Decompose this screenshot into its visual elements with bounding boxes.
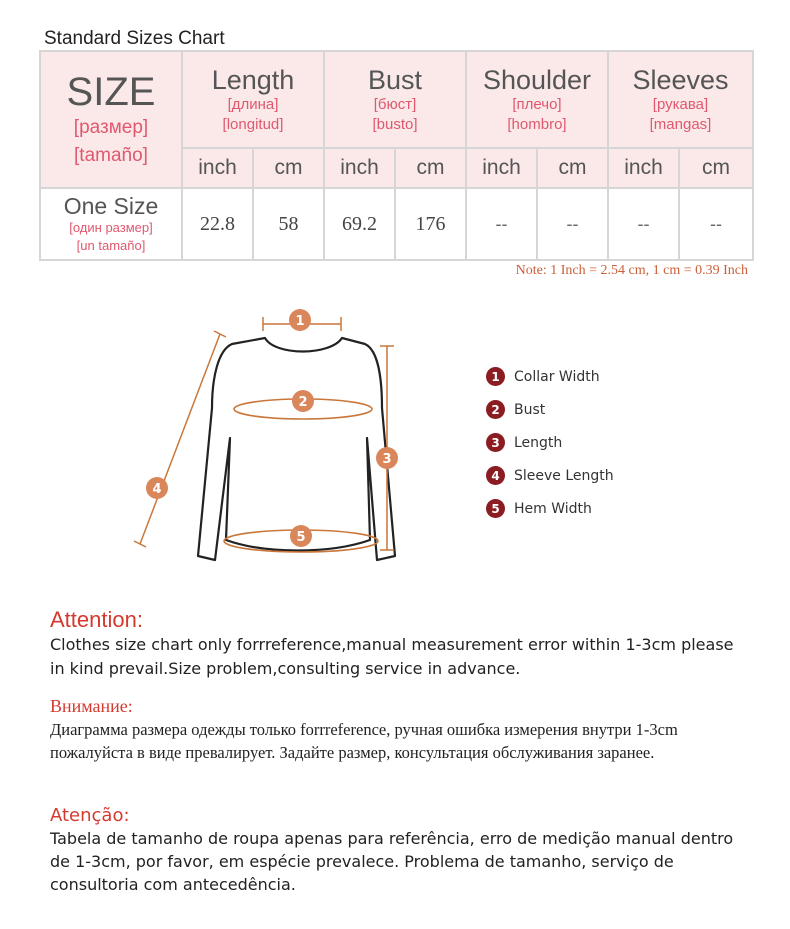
row-label-one-size bbox=[40, 188, 182, 260]
chart-title: Standard Sizes Chart bbox=[44, 28, 225, 49]
column-header-sub-ru: [бюст] bbox=[373, 95, 417, 113]
column-header-bust bbox=[324, 51, 466, 148]
badge-number: 4 bbox=[152, 482, 162, 497]
legend-label: Length bbox=[514, 434, 563, 451]
row-label-main: One Size bbox=[63, 193, 159, 219]
garment-measurement-diagram bbox=[120, 298, 450, 578]
column-header-shoulder bbox=[466, 51, 608, 148]
legend-item-collar-width bbox=[486, 360, 614, 393]
legend-number: 2 bbox=[486, 400, 505, 419]
attention-text: Диаграмма размера одежды только forrreference, ручная ошибка измерения внутри 1-3cm пожалуйста в виде превалирует. Задайте размер, консультация обслуживания заранее. bbox=[50, 720, 678, 762]
diagram-badge-length bbox=[376, 447, 398, 469]
value-bust-inch: 69.2 bbox=[324, 188, 395, 260]
legend-number: 3 bbox=[486, 433, 505, 452]
measurement-legend bbox=[486, 360, 614, 525]
legend-number: 4 bbox=[486, 466, 505, 485]
size-header-sub-es: [tamaño] bbox=[74, 144, 148, 166]
attention-text: Clothes size chart only forrreference,manual measurement error within 1-3cm please in kind prevail.Size problem,consulting service in advance. bbox=[50, 635, 734, 678]
legend-label: Sleeve Length bbox=[514, 467, 614, 484]
badge-number: 2 bbox=[298, 395, 308, 410]
legend-item-bust bbox=[486, 393, 614, 426]
value-length-inch: 22.8 bbox=[182, 188, 253, 260]
legend-number: 5 bbox=[486, 499, 505, 518]
value-length-cm: 58 bbox=[253, 188, 324, 260]
value-shoulder-inch: -- bbox=[466, 188, 537, 260]
value-sleeves-inch: -- bbox=[608, 188, 679, 260]
unit-cm: cm bbox=[253, 148, 324, 188]
column-header-sub-ru: [длина] bbox=[227, 95, 279, 113]
badge-number: 5 bbox=[296, 530, 306, 545]
unit-inch: inch bbox=[466, 148, 537, 188]
column-header-main: Length bbox=[211, 64, 295, 95]
column-header-main: Sleeves bbox=[632, 64, 729, 95]
unit-inch: inch bbox=[324, 148, 395, 188]
attention-title: Atenção: bbox=[50, 805, 130, 826]
legend-label: Hem Width bbox=[514, 500, 592, 517]
value-bust-cm: 176 bbox=[395, 188, 466, 260]
column-header-length bbox=[182, 51, 324, 148]
value-shoulder-cm: -- bbox=[537, 188, 608, 260]
size-header-sub-ru: [размер] bbox=[73, 116, 149, 138]
legend-label: Bust bbox=[514, 401, 546, 418]
column-header-sub-es: [hombro] bbox=[507, 115, 567, 133]
unit-cm: cm bbox=[679, 148, 753, 188]
legend-item-hem-width bbox=[486, 492, 614, 525]
unit-cm: cm bbox=[537, 148, 608, 188]
size-header-cell bbox=[40, 51, 182, 188]
unit-cm: cm bbox=[395, 148, 466, 188]
conversion-note: Note: 1 Inch = 2.54 cm, 1 cm = 0.39 Inch bbox=[515, 263, 748, 278]
unit-inch: inch bbox=[608, 148, 679, 188]
row-label-sub-es: [un tamaño] bbox=[76, 238, 146, 253]
column-header-main: Bust bbox=[367, 64, 423, 95]
size-table bbox=[39, 50, 754, 261]
badge-number: 3 bbox=[382, 452, 392, 467]
column-header-sleeves bbox=[608, 51, 753, 148]
unit-inch: inch bbox=[182, 148, 253, 188]
legend-number: 1 bbox=[486, 367, 505, 386]
column-header-sub-es: [busto] bbox=[372, 115, 418, 133]
legend-item-sleeve-length bbox=[486, 459, 614, 492]
size-header-main: SIZE bbox=[66, 69, 156, 114]
legend-label: Collar Width bbox=[514, 368, 600, 385]
column-header-sub-es: [mangas] bbox=[649, 115, 712, 133]
value-sleeves-cm: -- bbox=[679, 188, 753, 260]
attention-title: Attention: bbox=[50, 607, 143, 632]
legend-item-length bbox=[486, 426, 614, 459]
attention-title: Внимание: bbox=[50, 696, 133, 716]
badge-number: 1 bbox=[295, 314, 305, 329]
attention-text: Tabela de tamanho de roupa apenas para referência, erro de medição manual dentro de 1-3cm, por favor, em espécie prevalece. Problema de tamanho, serviço de consultoria com antecedência. bbox=[50, 829, 734, 894]
attention-notice-russian bbox=[50, 694, 750, 764]
column-header-sub-ru: [рукава] bbox=[652, 95, 709, 113]
row-label-sub-ru: [один размер] bbox=[69, 220, 153, 235]
attention-notice-portuguese bbox=[50, 805, 750, 896]
diagram-badge-hem bbox=[290, 525, 312, 547]
diagram-badge-bust bbox=[292, 390, 314, 412]
column-header-main: Shoulder bbox=[482, 64, 592, 95]
attention-notice-english bbox=[50, 607, 750, 681]
diagram-badge-collar bbox=[289, 309, 311, 331]
column-header-sub-ru: [плечо] bbox=[512, 95, 562, 113]
column-header-sub-es: [longitud] bbox=[222, 115, 284, 133]
diagram-badge-sleeve bbox=[146, 477, 168, 499]
